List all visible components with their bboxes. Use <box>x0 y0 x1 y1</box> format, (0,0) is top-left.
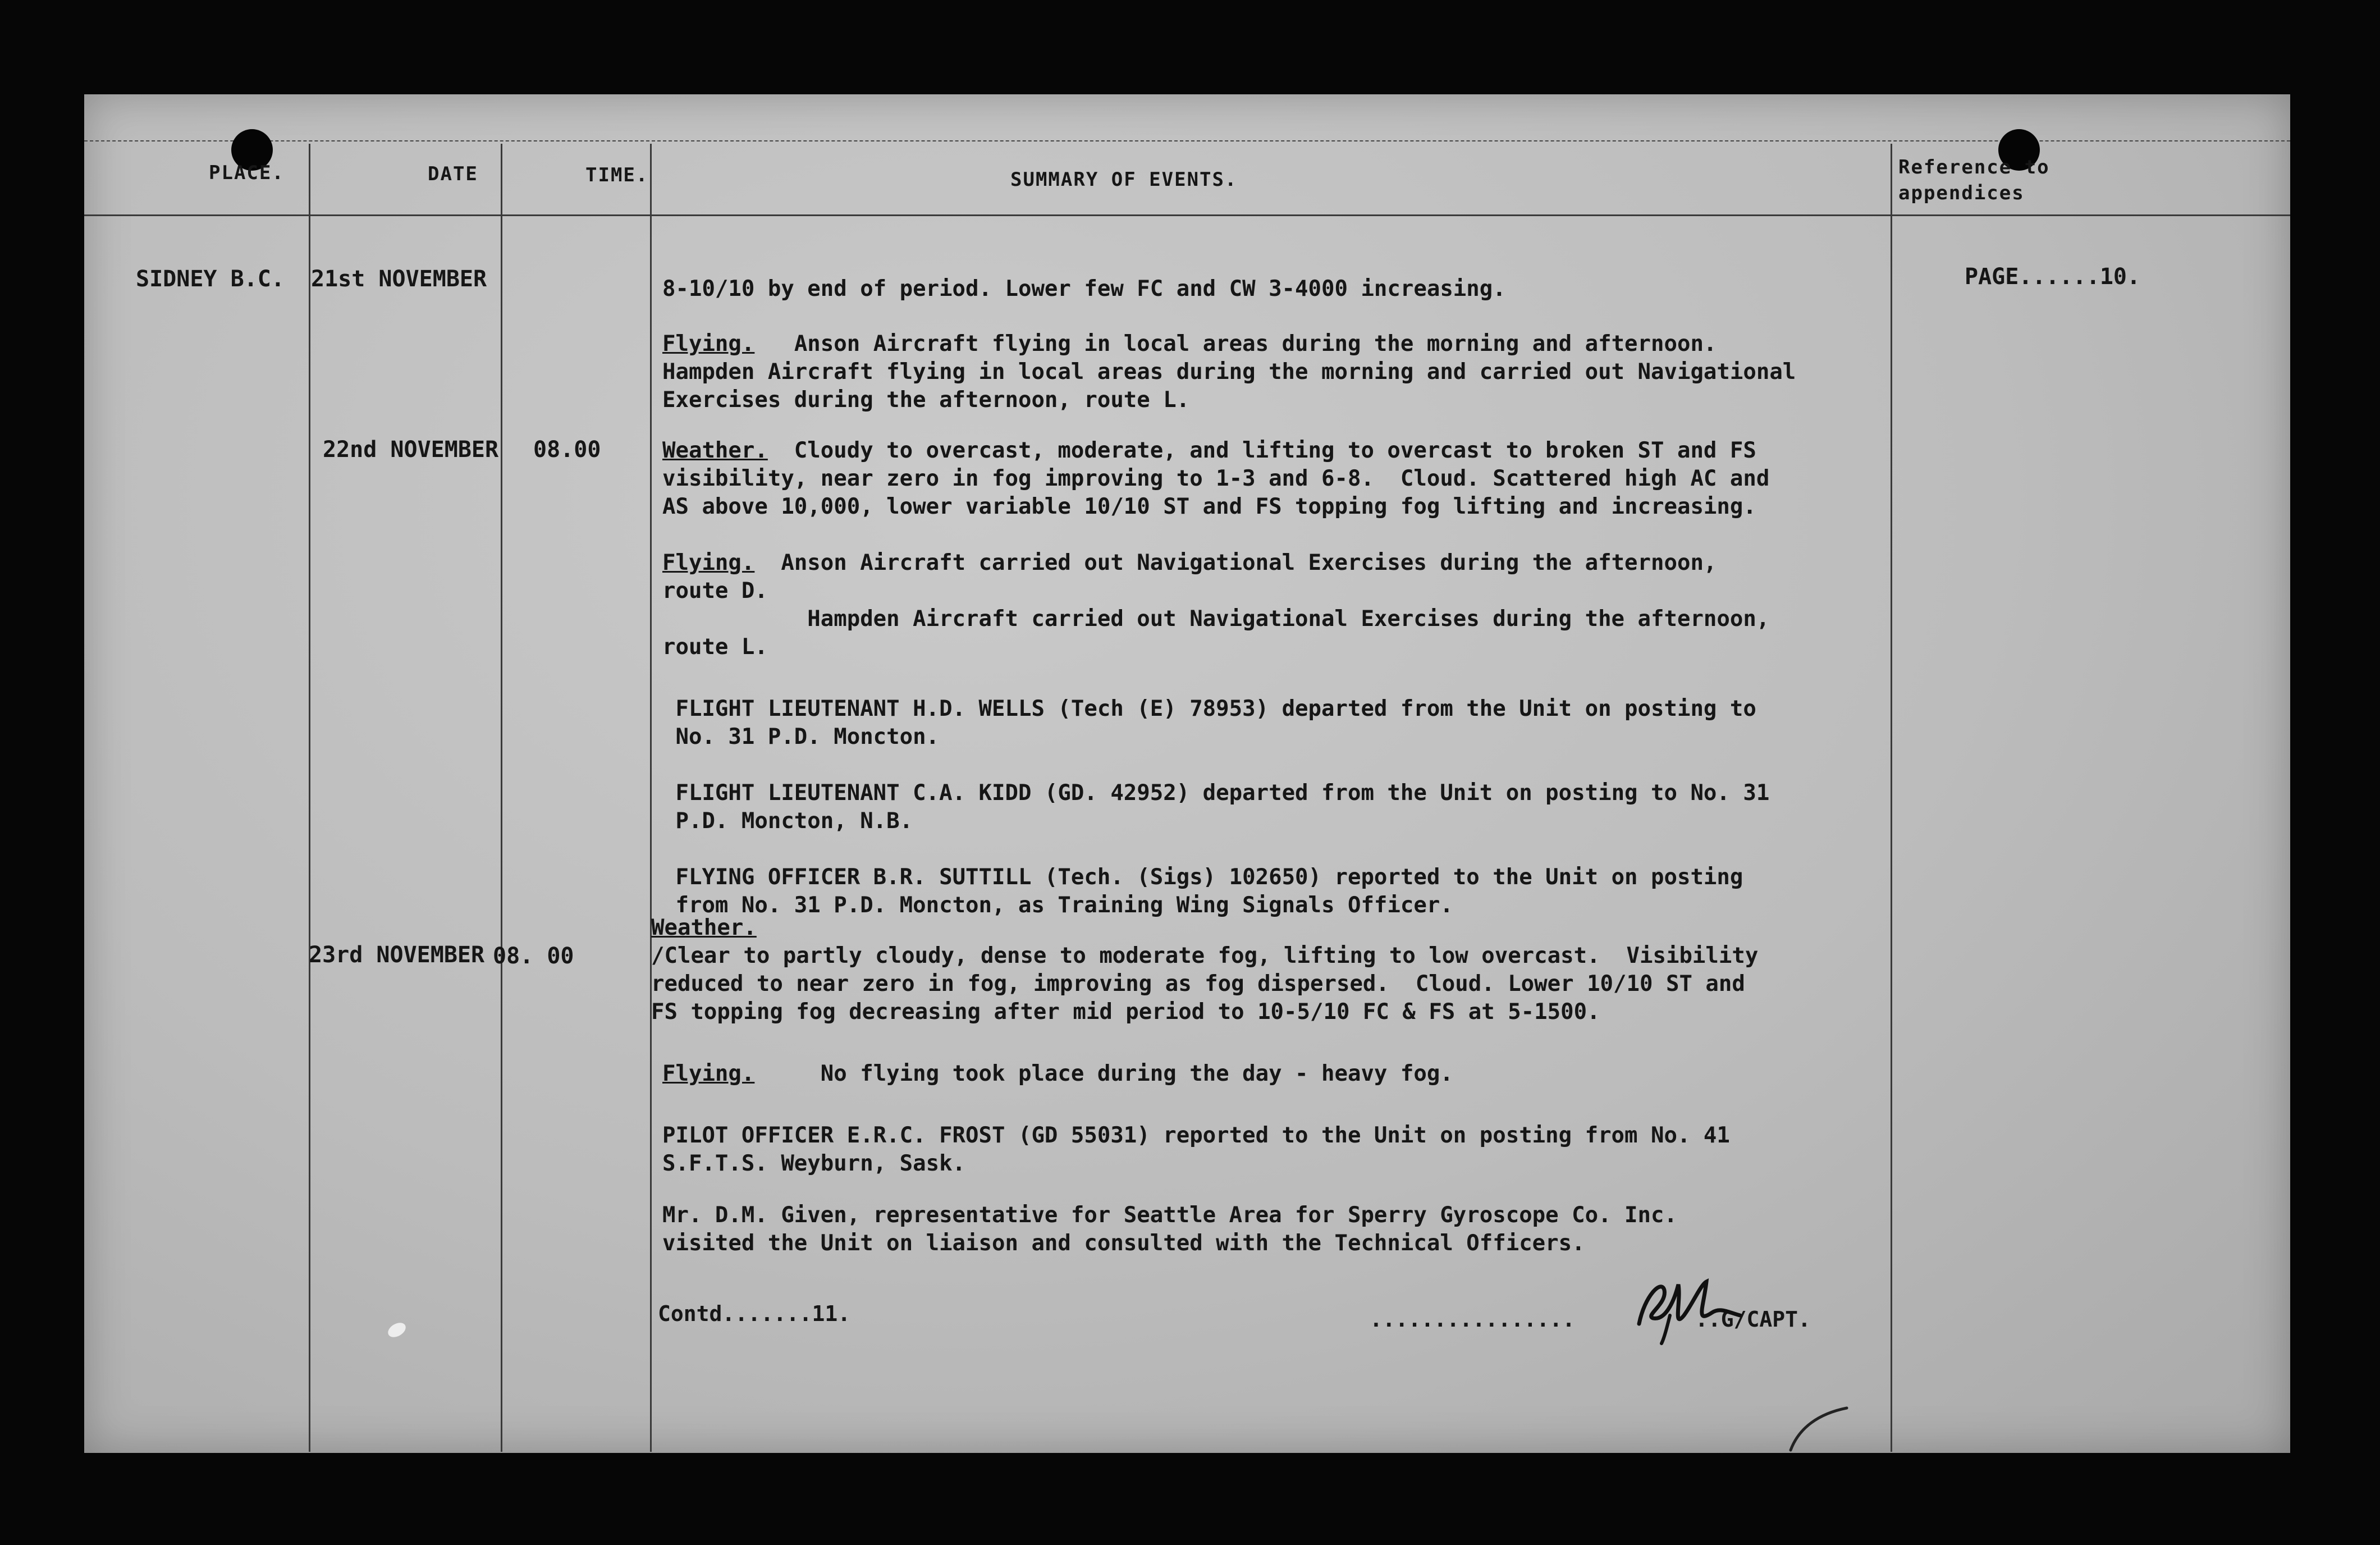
header-reference: Reference to <box>1898 156 2050 179</box>
entry-text: No flying took place during the day - heavy fog. <box>754 1061 1453 1086</box>
handwritten-signature <box>1622 1262 1757 1346</box>
header-appendices: appendices <box>1898 182 2025 204</box>
date-cell-22: 22nd NOVEMBER <box>323 437 499 463</box>
column-rule <box>501 144 502 1452</box>
entry-weather-23 <box>651 914 1878 1026</box>
entry-flying-22 <box>662 549 1889 661</box>
header-rule-top <box>84 140 2290 143</box>
document-sheet <box>84 94 2290 1453</box>
stray-mark <box>1785 1402 1852 1453</box>
entry-kidd-posting: FLIGHT LIEUTENANT C.A. KIDD (GD. 42952) departed from the Unit on posting to No. 31 P.D. Moncton, N.B. <box>675 780 1770 834</box>
entry-text: /Clear to partly cloudy, dense to moderate fog, lifting to low overcast. Visibility reduced to near zero in fog, improving as fog dispersed. Cloud. Lower 10/10 ST and FS topping fog decreasing after mid period to 10-5/10 FC & FS at 5-1500. <box>651 943 1759 1025</box>
column-rule <box>1891 144 1892 1452</box>
entry-flying-23 <box>662 1060 1889 1088</box>
entry-given-visit: Mr. D.M. Given, representative for Seattle Area for Sperry Gyroscope Co. Inc. visited the Unit on liaison and consulted with the Technical Officers. <box>662 1203 1677 1256</box>
signature-dots: ................ <box>1370 1307 1576 1332</box>
entry-text: Cloudy to overcast, moderate, and lifting to overcast to broken ST and FS visibility, near zero in fog improving to 1-3 and 6-8. Cloud. Scattered high AC and AS above 10,000, lower variable 10/10 ST and FS topping fog lifting and increasing. <box>662 438 1770 519</box>
entry-suttill-posting: FLYING OFFICER B.R. SUTTILL (Tech. (Sigs) 102650) reported to the Unit on posting from No. 31 P.D. Moncton, as Training Wing Signals Officer. <box>675 865 1743 918</box>
entry-lead: Flying. <box>662 331 755 356</box>
entry-weather-22 <box>662 437 1889 521</box>
date-cell-21: 21st NOVEMBER <box>311 266 487 292</box>
entry-flying-21 <box>662 330 1889 414</box>
entry-text: Anson Aircraft flying in local areas during the morning and afternoon. Hampden Aircraft flying in local areas during the morning and carried out Navigational Exercises during the afternoon, route L. <box>662 331 1796 413</box>
continued-note: Contd.......11. <box>658 1301 851 1326</box>
column-rule <box>650 144 652 1452</box>
place-cell: SIDNEY B.C. <box>136 266 285 292</box>
entry-cloud-21: 8-10/10 by end of period. Lower few FC and CW 3-4000 increasing. <box>662 276 1506 301</box>
entry-frost-posting: PILOT OFFICER E.R.C. FROST (GD 55031) reported to the Unit on posting from No. 41 S.F.T.S. Weyburn, Sask. <box>662 1123 1730 1176</box>
entry-lead: Weather. <box>662 438 768 463</box>
entry-lead: Flying. <box>662 1061 755 1086</box>
header-rule-bottom <box>84 214 2290 216</box>
entry-text: Anson Aircraft carried out Navigational Exercises during the afternoon, route D. Hampden Aircraft carried out Navigational Exercises during the afternoon, route L. <box>662 550 1770 660</box>
time-cell-23: 08. 00 <box>493 943 574 969</box>
page-reference: PAGE......10. <box>1965 264 2141 290</box>
film-speck <box>386 1320 408 1340</box>
entry-lead: Weather. <box>651 915 757 940</box>
date-cell-23: 23rd NOVEMBER <box>309 942 485 968</box>
column-rule <box>309 144 310 1452</box>
signature-rank: ..G/CAPT. <box>1695 1307 1811 1332</box>
entry-lead: Flying. <box>662 550 755 575</box>
entry-wells-posting: FLIGHT LIEUTENANT H.D. WELLS (Tech (E) 78953) departed from the Unit on posting to No. 31 P.D. Moncton. <box>675 696 1756 749</box>
header-place: PLACE. <box>209 162 285 184</box>
header-date: DATE <box>428 163 478 185</box>
header-summary: SUMMARY OF EVENTS. <box>1010 168 1238 191</box>
time-cell-22: 08.00 <box>533 437 601 463</box>
header-time: TIME. <box>585 164 649 186</box>
